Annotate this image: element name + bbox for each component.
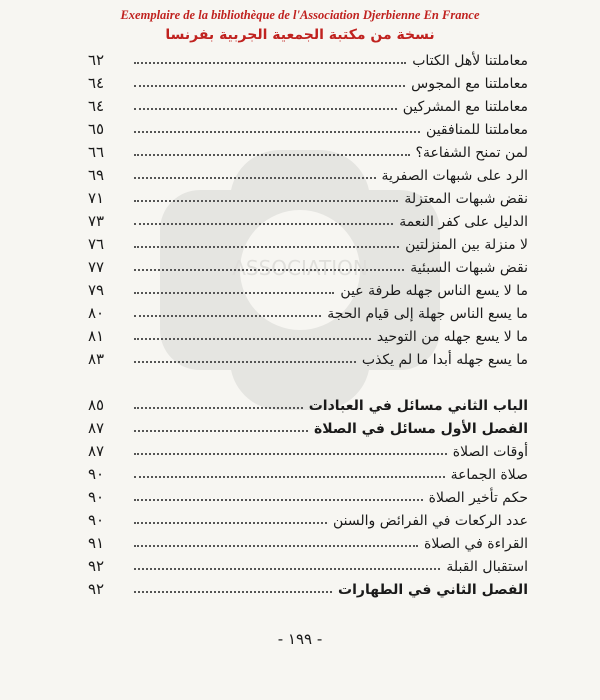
toc-entry: [88, 70, 528, 92]
toc-page-number: ٧٣: [88, 212, 105, 230]
toc-leader-dots: [134, 315, 321, 317]
watermark-text: ASSOCIATION: [232, 256, 368, 280]
toc-leader-dots: [134, 177, 376, 179]
toc-title: لا منزلة بين المنزلتين: [405, 237, 528, 253]
toc-leader-dots: [134, 453, 447, 455]
toc-leader-dots: [134, 62, 406, 64]
page-number: - ١٩٩ -: [277, 630, 323, 648]
toc-entry: [88, 231, 528, 253]
toc-entry: [88, 323, 528, 345]
library-stamp-french: Exemplaire de la bibliothèque de l'Association Djerbienne En France: [120, 8, 480, 22]
toc-leader-dots: [134, 407, 303, 409]
toc-page-number: ٧٧: [88, 258, 105, 276]
toc-page-number: ٩٢: [88, 580, 105, 598]
toc-entry: [88, 139, 528, 161]
toc-title: الدليل على كفر النعمة: [399, 214, 528, 230]
toc-page-number: ٧١: [88, 189, 105, 207]
toc-leader-dots: [134, 154, 410, 156]
toc-leader-dots: [134, 223, 393, 225]
toc-leader-dots: [134, 361, 356, 363]
toc-page-number: ٨١: [88, 327, 105, 345]
toc-title: الباب الثاني مسائل في العبادات: [308, 398, 528, 414]
toc-leader-dots: [134, 568, 440, 570]
toc-title: الرد على شبهات الصفرية: [381, 168, 528, 184]
toc-leader-dots: [134, 522, 327, 524]
toc-leader-dots: [134, 499, 423, 501]
toc-title: استقبال القبلة: [446, 559, 528, 575]
toc-page-number: ٧٩: [88, 281, 105, 299]
toc-leader-dots: [134, 108, 397, 110]
toc-entry: [88, 576, 528, 598]
toc-page-number: ٨٠: [88, 304, 105, 322]
toc-title: أوقات الصلاة: [452, 444, 528, 460]
toc-leader-dots: [134, 476, 445, 478]
toc-entry: [88, 507, 528, 529]
toc-entry: [88, 254, 528, 276]
toc-title: معاملتنا للمنافقين: [426, 122, 528, 138]
toc-entry: [88, 116, 528, 138]
toc-leader-dots: [134, 131, 420, 133]
toc-page-number: ٨٣: [88, 350, 105, 368]
toc-title: معاملتنا مع المجوس: [411, 76, 528, 92]
toc-entry: [88, 162, 528, 184]
toc-entry: [88, 461, 528, 483]
toc-title: الفصل الثاني في الطهارات: [338, 582, 528, 598]
toc-title: معاملتنا مع المشركين: [402, 99, 528, 115]
toc-title: ما لا يسع الناس جهله طرفة عين: [340, 283, 528, 299]
toc-leader-dots: [134, 591, 332, 593]
toc-leader-dots: [134, 430, 308, 432]
toc-entry: [88, 208, 528, 230]
toc-page-number: ٩٠: [88, 488, 105, 506]
toc-leader-dots: [134, 200, 398, 202]
toc-entry: [88, 346, 528, 368]
toc-page-number: ٦٤: [88, 97, 105, 115]
toc-title: لمن تمنح الشفاعة؟: [415, 145, 528, 161]
toc-title: الفصل الأول مسائل في الصلاة: [314, 421, 528, 437]
toc-page-number: ٨٥: [88, 396, 105, 414]
toc-entry: [88, 47, 528, 69]
toc-title: نقض شبهات المعتزلة: [404, 191, 528, 207]
toc-title: حكم تأخير الصلاة: [428, 490, 528, 506]
toc-leader-dots: [134, 545, 418, 547]
toc-page-number: ٦٢: [88, 51, 105, 69]
toc-entry: [88, 185, 528, 207]
toc-entry: [88, 415, 528, 437]
toc-title: عدد الركعات في الفرائض والسنن: [332, 513, 528, 529]
toc-page-number: ٩٠: [88, 465, 105, 483]
toc-entry: [88, 530, 528, 552]
toc-leader-dots: [134, 338, 371, 340]
toc-page-number: ٨٧: [88, 419, 105, 437]
toc-title: ما يسع جهله أبدا ما لم يكذب: [361, 352, 528, 368]
toc-entry: [88, 300, 528, 322]
toc-page-number: ٨٧: [88, 442, 105, 460]
toc-entry: [88, 553, 528, 575]
toc-page-number: ٩٢: [88, 557, 105, 575]
toc-title: نقض شبهات السبئية: [410, 260, 528, 276]
toc-entry: [88, 93, 528, 115]
toc-entry: [88, 484, 528, 506]
toc-page-number: ٧٦: [88, 235, 105, 253]
toc-title: ما لا يسع جهله من التوحيد: [376, 329, 528, 345]
toc-page-number: ٦٦: [88, 143, 105, 161]
toc-title: صلاة الجماعة: [450, 467, 528, 483]
toc-page-number: ٦٩: [88, 166, 105, 184]
toc-entry: [88, 392, 528, 414]
toc-title: معاملتنا لأهل الكتاب: [412, 53, 528, 69]
toc-leader-dots: [134, 292, 334, 294]
toc-leader-dots: [134, 85, 405, 87]
toc-page-number: ٦٥: [88, 120, 105, 138]
toc-page-number: ٦٤: [88, 74, 105, 92]
toc-page-number: ٩١: [88, 534, 105, 552]
toc-entry: [88, 277, 528, 299]
toc-title: القراءة في الصلاة: [423, 536, 528, 552]
toc-leader-dots: [134, 246, 399, 248]
toc-title: ما يسع الناس جهلة إلى قيام الحجة: [327, 306, 528, 322]
library-stamp-arabic: نسخة من مكتبة الجمعية الجربية بفرنسا: [165, 27, 435, 43]
toc-entry: [88, 438, 528, 460]
toc-leader-dots: [134, 269, 404, 271]
toc-page-number: ٩٠: [88, 511, 105, 529]
